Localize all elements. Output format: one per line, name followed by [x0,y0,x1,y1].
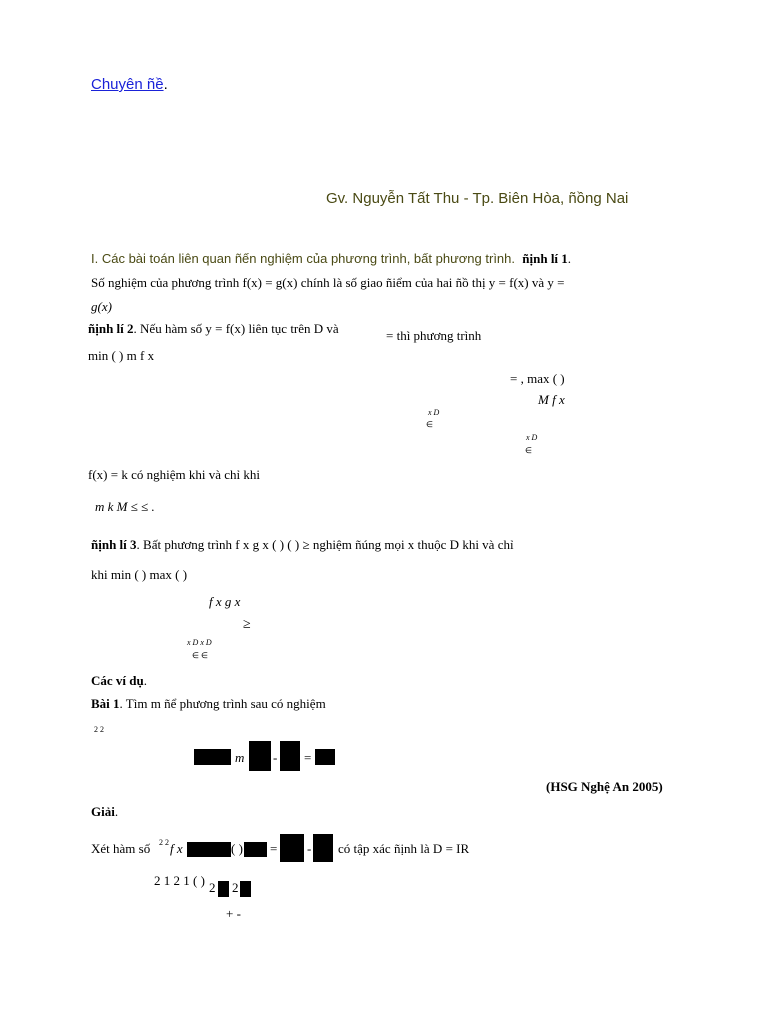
theorem2-sub2: x D [526,433,538,442]
theorem2-in2: ∈ [525,446,532,455]
bai1-line [91,696,326,712]
xet-fx: f x [170,841,183,856]
theorem2-line [88,321,339,337]
theorem3-fg: f x g x [209,594,241,609]
xet-suffix-text: có tập xác ñịnh là D = IR [338,841,470,856]
redacted-block [315,749,335,765]
deriv-two-1: 2 [209,880,216,895]
redacted-block [249,741,271,771]
bai1-label: Bài 1 [91,696,120,711]
theorem2-sub1: x D [428,408,440,417]
theorem3-khi: khi min ( ) max ( ) [91,567,188,582]
xet-eq: = [270,841,278,856]
theorem2-min-line: min ( ) m f x [88,348,155,363]
eq-equals: = [304,750,312,765]
theorem3-sub: x D x D [187,638,212,647]
theorem3-in: ∈ ∈ [192,651,208,660]
theorem2-ineq: m k M ≤ ≤ . [95,499,155,514]
deriv-line: 2 1 2 1 ( ) [154,873,205,888]
header-period: . [163,76,168,93]
theorem2-right: = thì phương trình [386,328,482,343]
bai1-sup: 2 2 [94,725,104,734]
theorem2-max-line: = , max ( ) [510,371,565,386]
xet-prefix: Xét hàm số [91,841,151,856]
xet-paren: ( ) [231,841,243,856]
header-line [91,76,168,93]
section-title: I. Các bài toán liên quan ñến nghiệm của phương trình, bất phương trình. [91,251,516,266]
giai-line: Giải. [91,804,119,819]
theorem2-label: ñịnh lí 2 [88,321,134,336]
giai-label: Giải [91,804,115,819]
theorem1-label: ñịnh lí 1 [522,251,568,266]
deriv-pm: + - [226,906,241,921]
section-title-line: I. Các bài toán liên quan ñến nghiệm của phương trình, bất phương trình. ñịnh lí 1. [91,251,572,266]
eq-minus: - [273,750,278,765]
redacted-block [194,749,231,765]
theorem1-cont: g(x) [91,299,112,314]
source: (HSG Nghệ An 2005) [546,779,663,794]
author-line: Gv. Nguyễn Tất Thu - Tp. Biên Hòa, ñồng Nai [326,190,629,207]
redacted-block [280,834,304,862]
theorem3-line [91,537,514,553]
redacted-block [280,741,300,771]
theorem2-text: . Nếu hàm số y = f(x) liên tục trên D và [133,321,339,336]
xet-sup: 2 2 [159,838,169,847]
theorem2-in1: ∈ [426,420,433,429]
eq-m: m [235,750,245,765]
theorem1-text: Số nghiệm của phương trình f(x) = g(x) chính là số giao ñiểm của hai ñồ thị y = f(x) và y = [91,275,565,290]
xet-suffix [338,841,469,857]
chuyen-de-link[interactable]: Chuyên ñề [91,76,164,93]
redacted-block [244,842,267,857]
theorem3-geq: ≥ [243,617,251,632]
redacted-block [218,881,229,897]
redacted-block [240,881,251,897]
examples-title: Các ví dụ [91,673,144,688]
xet-minus: - [307,841,312,856]
deriv-two-2: 2 [232,880,239,895]
redacted-block [313,834,333,862]
theorem3-text: . Bất phương trình f x g x ( ) ( ) ≥ nghiệm ñúng mọi x thuộc D khi và chỉ [136,537,514,552]
theorem2-conclusion: f(x) = k có nghiệm khi và chỉ khi [88,467,260,482]
bai1-text: . Tìm m ñể phương trình sau có nghiệm [119,696,326,711]
theorem3-label: ñịnh lí 3 [91,537,137,552]
redacted-block [187,842,231,857]
examples-title-line: Các ví dụ. [91,673,147,688]
theorem2-M-line: M f x [538,392,565,407]
